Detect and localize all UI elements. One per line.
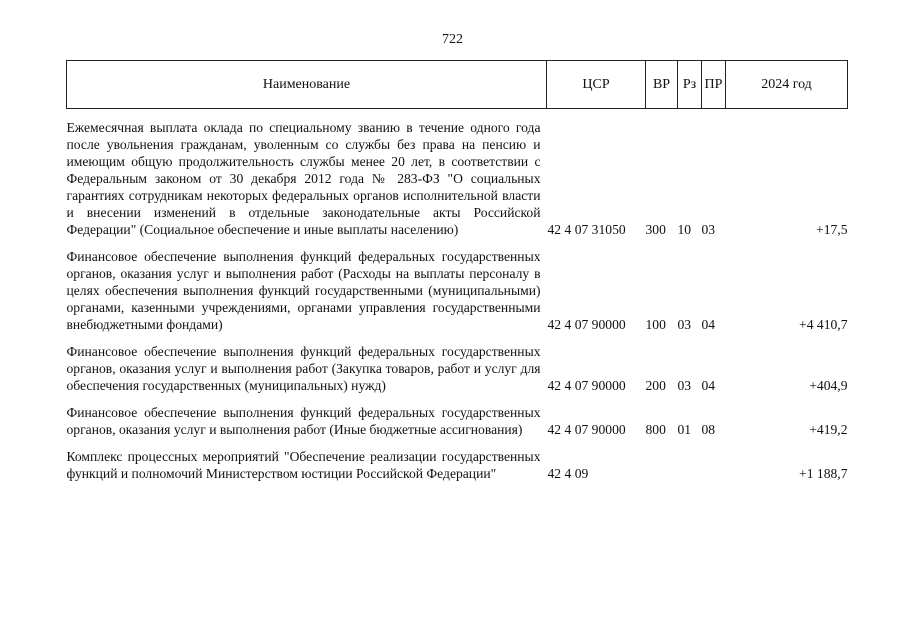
header-pr: ПР bbox=[702, 61, 726, 109]
row-csr: 42 4 07 90000 bbox=[547, 378, 626, 393]
header-csr: ЦСР bbox=[547, 61, 646, 109]
row-vr: 200 bbox=[645, 378, 666, 393]
row-vr bbox=[646, 448, 678, 482]
row-pr: 03 bbox=[701, 222, 716, 237]
row-amount: +17,5 bbox=[816, 222, 848, 237]
table-row bbox=[67, 448, 848, 482]
row-pr bbox=[702, 448, 726, 482]
row-name: Финансовое обеспечение выполнения функций федеральных государственных органов, оказания услуг и выполнения работ (Расходы на выплаты персоналу в целях обеспечения выполнения функций государственными (муниципальными) органами, казенными учреждениями, органами управления государственными внебюджетными фондами) bbox=[66, 249, 541, 332]
row-rz: 01 bbox=[677, 422, 692, 437]
row-name: Ежемесячная выплата оклада по специальному званию в течение одного года после увольнения гражданам, уволенным со службы без права на пенсию и имеющим общую продолжительность службы менее 20 лет, в соответствии с Федеральным законом от 30 декабря 2012 года № 283-ФЗ "О социальных гарантиях сотрудникам некоторых федеральных органов исполнительной власти и внесении изменений в отдельные законодательные акты Российской Федерации" (Социальное обеспечение и иные выплаты населению) bbox=[66, 120, 541, 237]
header-name: Наименование bbox=[67, 61, 547, 109]
row-amount: +404,9 bbox=[809, 378, 848, 393]
row-vr: 300 bbox=[645, 222, 666, 237]
table-row bbox=[67, 119, 848, 238]
row-rz bbox=[678, 448, 702, 482]
header-year: 2024 год bbox=[726, 61, 848, 109]
row-vr: 800 bbox=[645, 422, 666, 437]
row-pr: 08 bbox=[701, 422, 716, 437]
header-rz: Рз bbox=[678, 61, 702, 109]
table-row bbox=[67, 404, 848, 438]
row-amount: +4 410,7 bbox=[799, 317, 848, 332]
row-amount: +419,2 bbox=[809, 422, 848, 437]
row-amount: +1 188,7 bbox=[799, 466, 848, 481]
table-row bbox=[67, 343, 848, 394]
row-name: Комплекс процессных мероприятий "Обеспечение реализации государственных функций и полномочий Министерством юстиции Российской Федерации" bbox=[66, 449, 541, 481]
budget-table bbox=[66, 60, 848, 482]
table-row bbox=[67, 248, 848, 333]
row-rz: 03 bbox=[677, 317, 692, 332]
row-pr: 04 bbox=[701, 378, 716, 393]
page-number: 722 bbox=[442, 32, 463, 47]
row-name: Финансовое обеспечение выполнения функций федеральных государственных органов, оказания услуг и выполнения работ (Закупка товаров, работ и услуг для обеспечения государственных (муниципальных) нужд) bbox=[66, 344, 541, 393]
row-csr: 42 4 07 90000 bbox=[547, 422, 626, 437]
row-csr: 42 4 09 bbox=[547, 466, 589, 481]
row-pr: 04 bbox=[701, 317, 716, 332]
header-vr: ВР bbox=[646, 61, 678, 109]
table-header-row bbox=[67, 61, 848, 109]
row-vr: 100 bbox=[645, 317, 666, 332]
row-csr: 42 4 07 31050 bbox=[547, 222, 626, 237]
row-rz: 10 bbox=[677, 222, 692, 237]
row-csr: 42 4 07 90000 bbox=[547, 317, 626, 332]
row-name: Финансовое обеспечение выполнения функций федеральных государственных органов, оказания услуг и выполнения работ (Иные бюджетные ассигнования) bbox=[66, 405, 541, 437]
row-rz: 03 bbox=[677, 378, 692, 393]
